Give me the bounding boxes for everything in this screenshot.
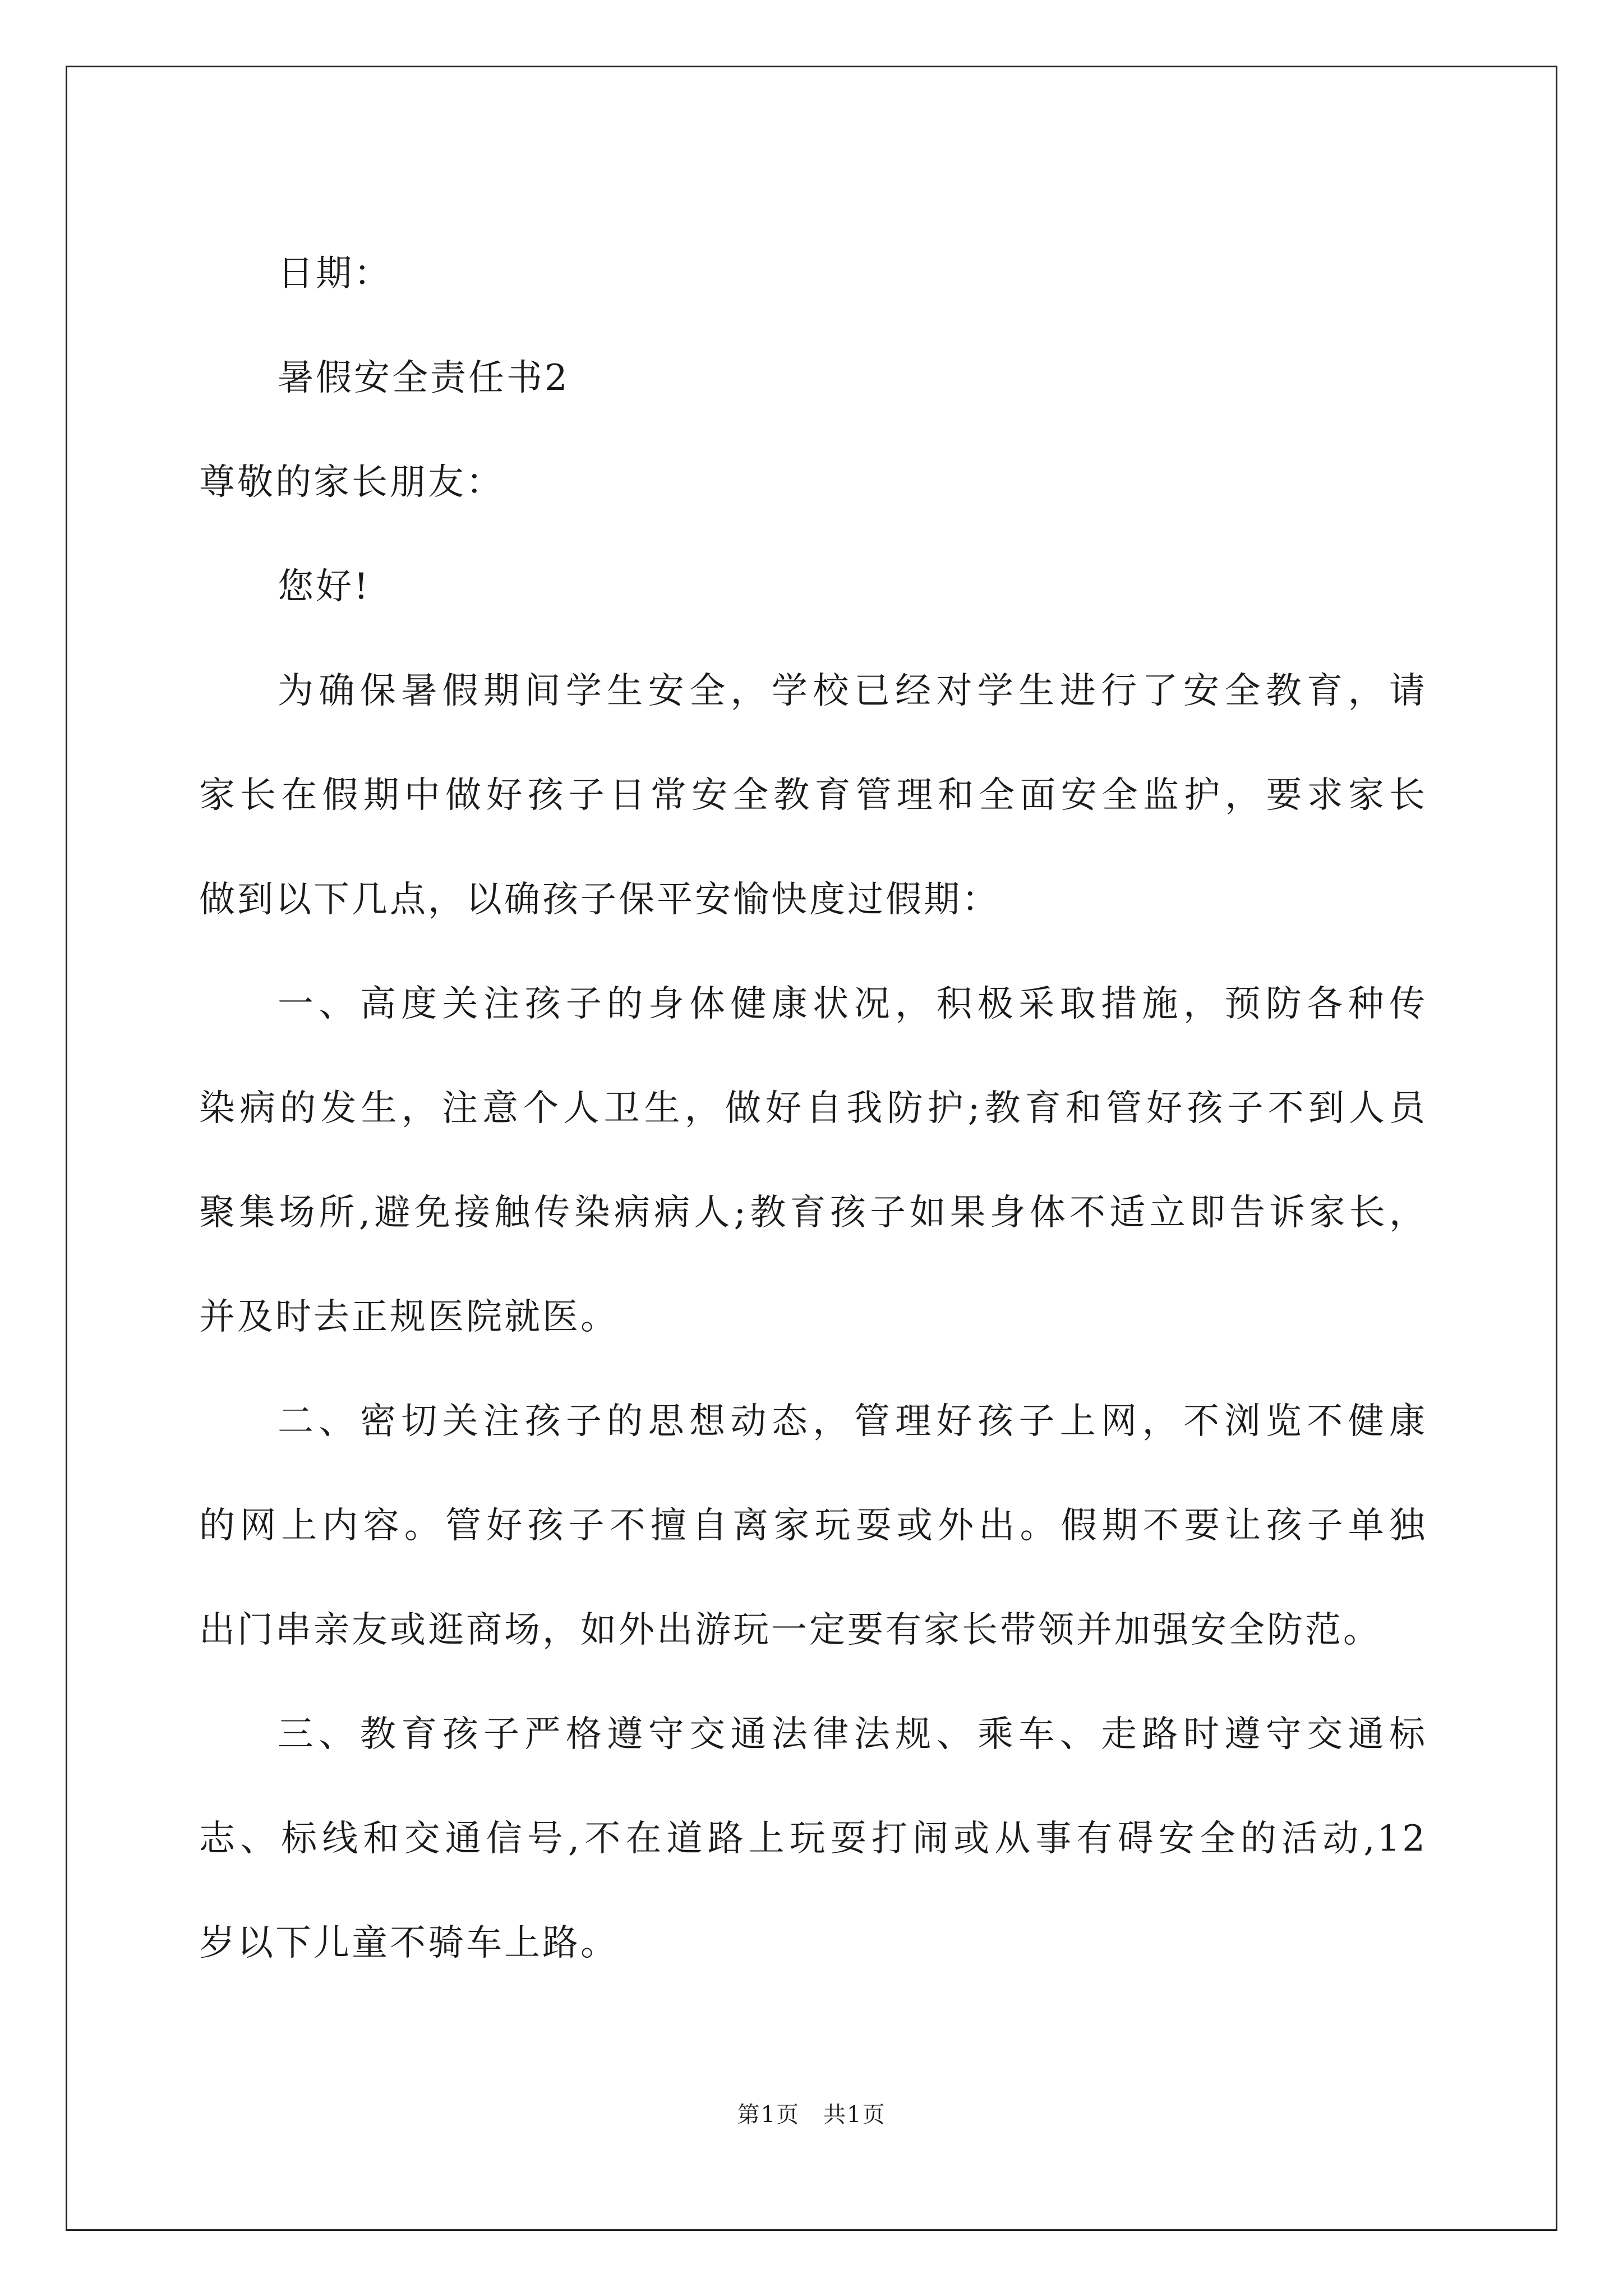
paragraph-line: 并及时去正规医院就医。 (199, 1296, 619, 1338)
paragraph-intro (199, 639, 1427, 952)
paragraph-item-two (199, 1369, 1427, 1682)
paragraph-line: 做到以下几点，以确孩子保平安愉快度过假期： (199, 879, 1000, 921)
paragraph-line: 聚集场所,避免接触传染病病人;教育孩子如果身体不适立即告诉家长， (199, 1192, 1427, 1234)
paragraph-item-three (199, 1682, 1427, 1995)
paragraph-line: 志、标线和交通信号,不在道路上玩耍打闹或从事有碍安全的活动,12 (199, 1818, 1427, 1860)
page-footer: 第1页 共1页 (737, 2102, 886, 2128)
paragraph-line: 岁以下儿童不骑车上路。 (199, 1922, 619, 1964)
document-body (199, 222, 1427, 1995)
document-heading: 暑假安全责任书2 (278, 357, 570, 399)
paragraph-line: 家长在假期中做好孩子日常安全教育管理和全面安全监护，要求家长 (199, 775, 1427, 816)
salutation: 尊敬的家长朋友： (199, 462, 504, 503)
paragraph-line: 一、高度关注孩子的身体健康状况，积极采取措施，预防各种传 (278, 983, 1427, 1025)
date-label: 日期： (278, 253, 392, 295)
paragraph-line: 三、教育孩子严格遵守交通法律法规、乘车、走路时遵守交通标 (278, 1714, 1427, 1755)
greeting: 您好! (278, 566, 371, 608)
paragraph-line: 的网上内容。管好孩子不擅自离家玩耍或外出。假期不要让孩子单独 (199, 1505, 1427, 1547)
paragraph-line: 出门串亲友或逛商场，如外出游玩一定要有家长带领并加强安全防范。 (199, 1609, 1381, 1651)
paragraph-line: 为确保暑假期间学生安全，学校已经对学生进行了安全教育，请 (278, 670, 1427, 712)
paragraph-line: 二、密切关注孩子的思想动态，管理好孩子上网，不浏览不健康 (278, 1401, 1427, 1442)
paragraph-line: 染病的发生，注意个人卫生，做好自我防护;教育和管好孩子不到人员 (199, 1088, 1427, 1129)
paragraph-item-one (199, 952, 1427, 1369)
